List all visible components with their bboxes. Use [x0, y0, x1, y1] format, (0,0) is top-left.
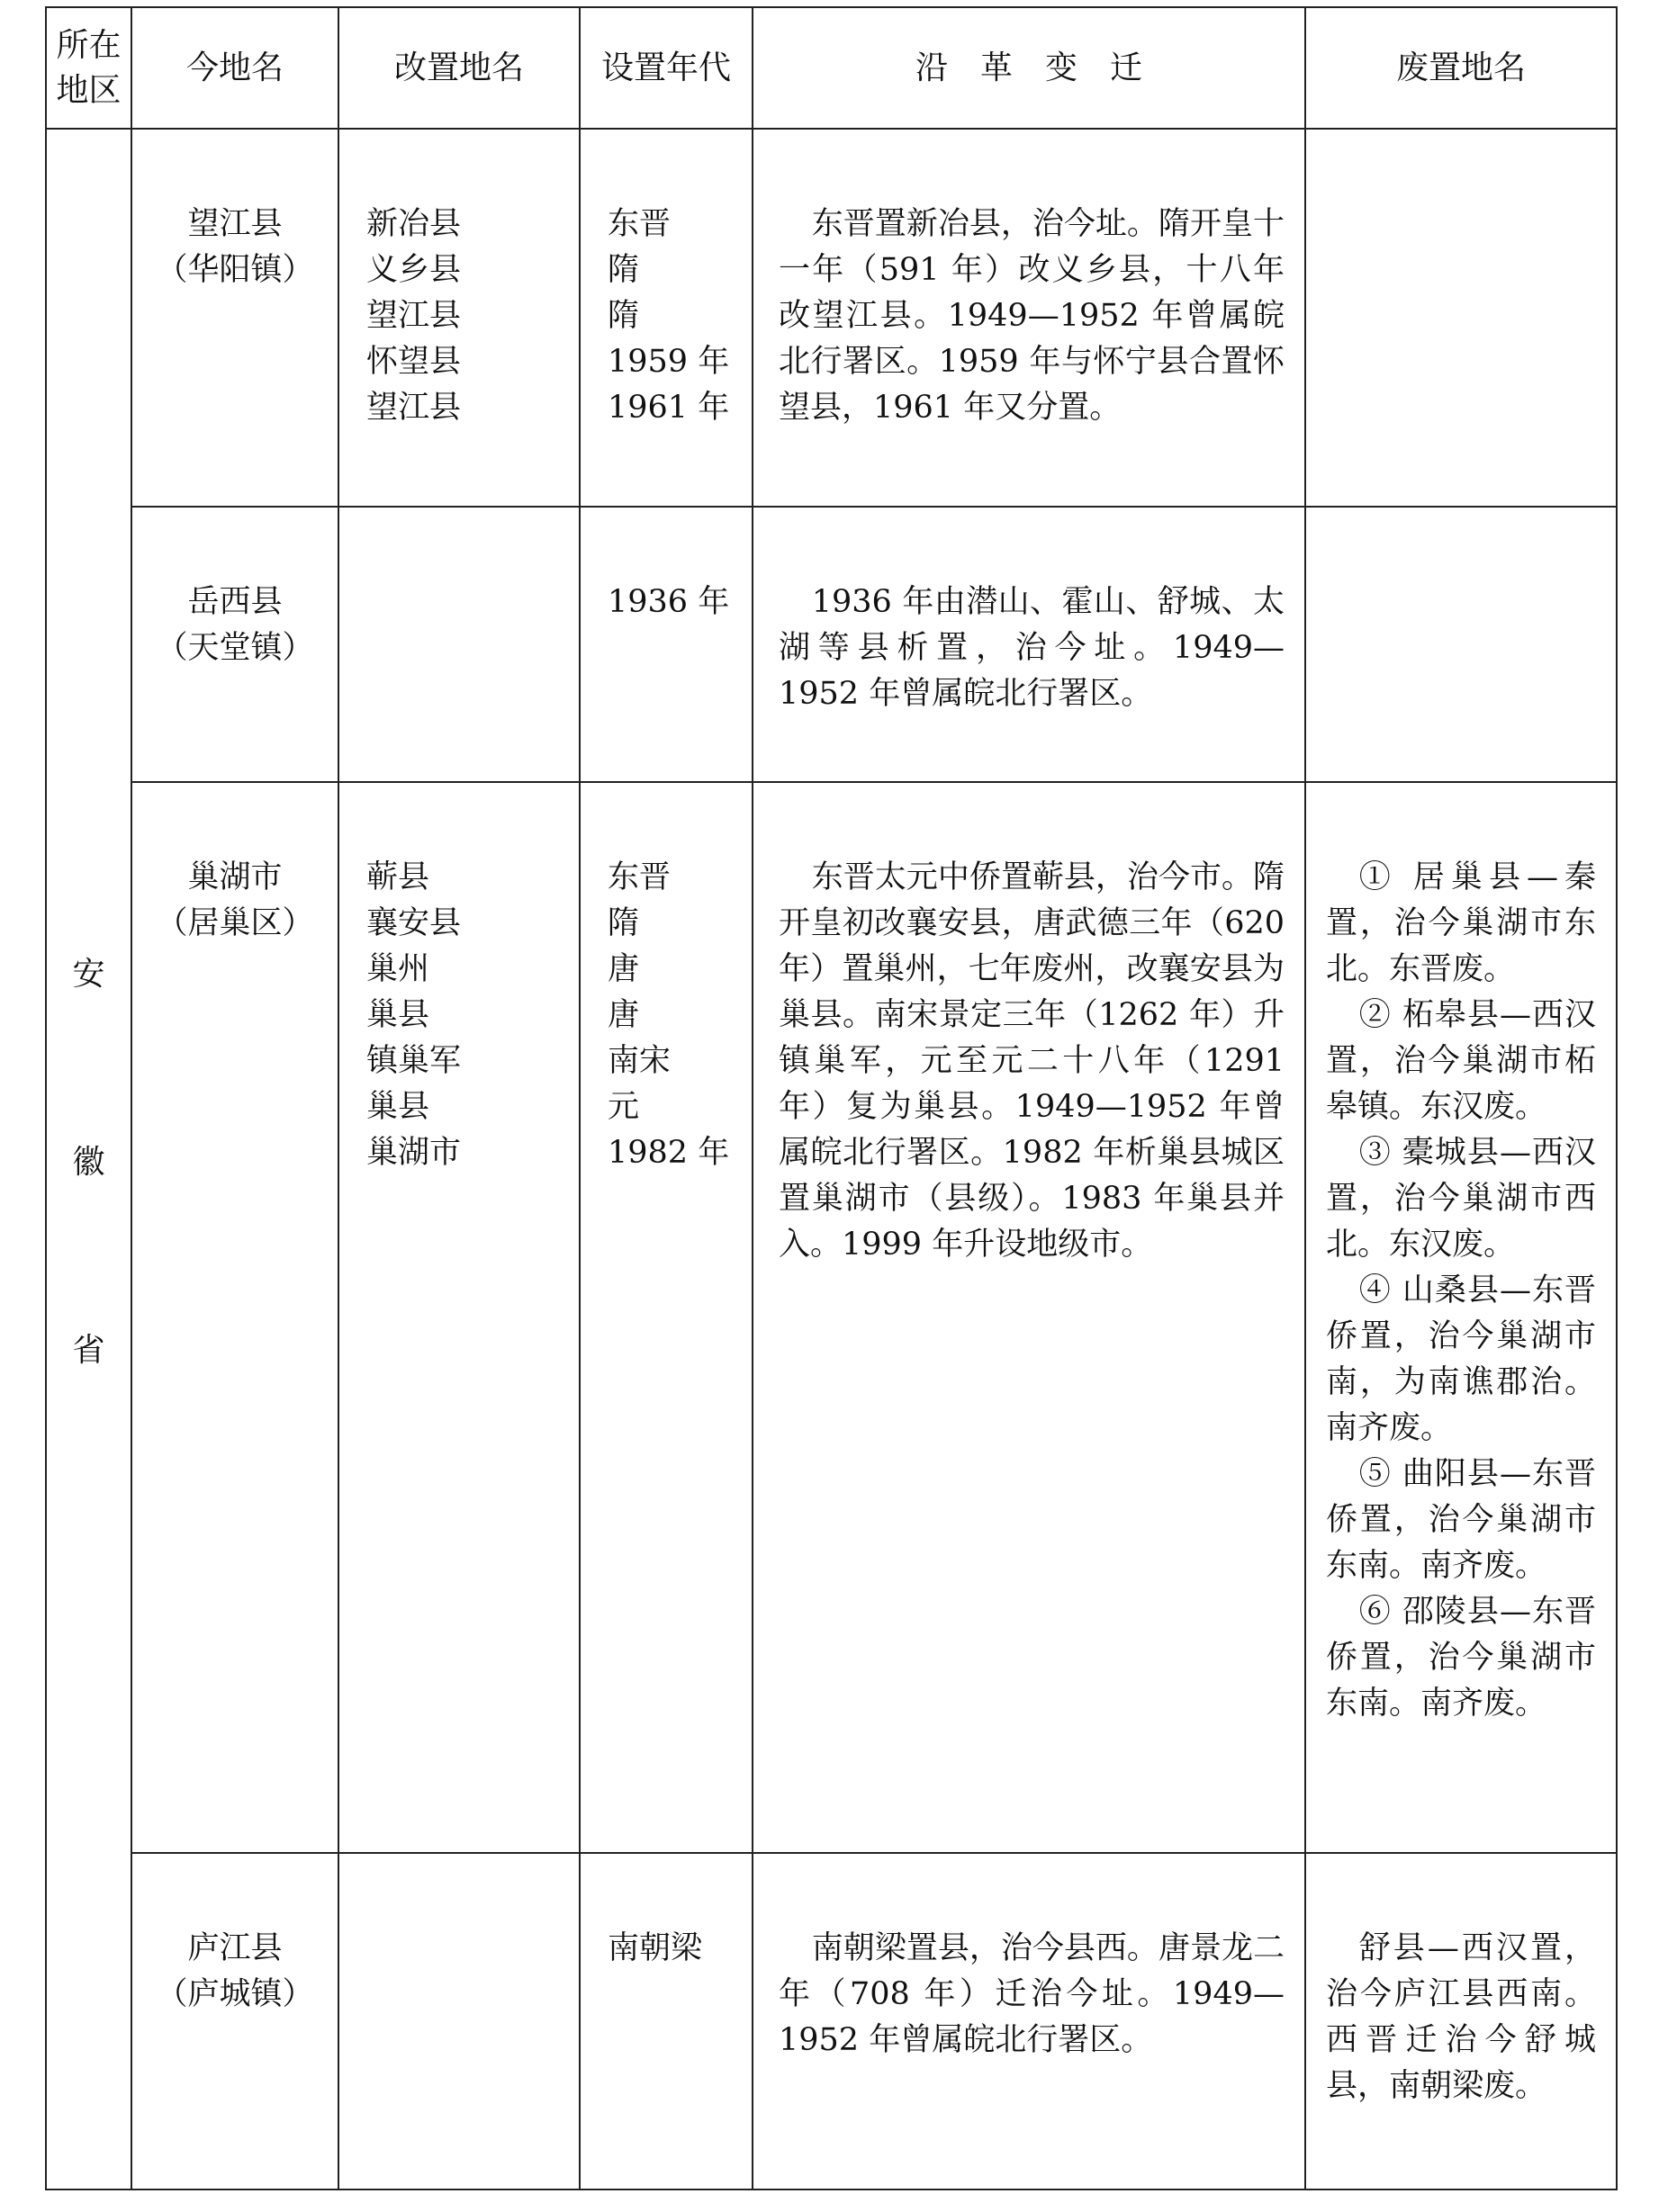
abolished-item: ⑥ 邵陵县—东晋侨置，治今巢湖市东南。南齐废。: [1326, 1594, 1596, 1722]
current-name-cell: [131, 507, 338, 782]
table-row: [46, 507, 1617, 782]
history-cell: [753, 782, 1305, 1853]
renamed-item: 镇巢军: [366, 1043, 462, 1079]
renamed-item: 巢县: [366, 997, 430, 1033]
header-current-name: 今地名: [131, 7, 338, 129]
region-cell: [46, 129, 131, 2190]
header-history: 沿 革 变 迁: [753, 7, 1305, 129]
current-name: 巢湖市: [187, 859, 283, 895]
history-text: 东晋置新冶县，治今址。隋开皇十一年（591 年）改义乡县，十八年改望江县。1949—1952 年曾属皖北行署区。1959 年与怀宁县合置怀望县，1961 年又分置。: [779, 206, 1285, 426]
renamed-cell: [338, 507, 580, 782]
era-item: 1982 年: [608, 1135, 730, 1171]
header-region: [46, 7, 131, 129]
renamed-item: 新冶县: [366, 206, 462, 242]
current-seat: （居巢区）: [156, 905, 314, 941]
header-region-line: 地区: [56, 71, 122, 109]
era-item: 隋: [608, 298, 640, 334]
renamed-item: 怀望县: [366, 344, 462, 380]
current-name-cell: [131, 129, 338, 507]
era-item: 唐: [608, 951, 640, 987]
era-item: 元: [608, 1089, 640, 1125]
abolished-item: ⑤ 曲阳县—东晋侨置，治今巢湖市东南。南齐废。: [1326, 1456, 1596, 1584]
era-item: 南朝梁: [608, 1930, 703, 1966]
current-name: 望江县: [187, 206, 283, 242]
renamed-item: 巢县: [366, 1089, 430, 1125]
renamed-item: 望江县: [366, 390, 462, 426]
era-item: 1961 年: [608, 390, 730, 426]
era-item: 南宋: [608, 1043, 672, 1079]
abolished-item: ② 柘皋县—西汉置，治今巢湖市柘皋镇。东汉废。: [1326, 997, 1596, 1125]
era-item: 东晋: [608, 859, 672, 895]
table-row: [46, 782, 1617, 1853]
era-cell: [580, 129, 753, 507]
renamed-item: 蕲县: [366, 859, 430, 895]
era-item: 1936 年: [608, 584, 730, 620]
history-cell: [753, 129, 1305, 507]
renamed-cell: [338, 1853, 580, 2190]
era-item: 唐: [608, 997, 640, 1033]
region-char: 徽: [72, 1143, 105, 1181]
abolished-item: ④ 山桑县—东晋侨置，治今巢湖市南，为南谯郡治。南齐废。: [1326, 1272, 1596, 1446]
header-era: 设置年代: [580, 7, 753, 129]
region-char: 省: [72, 1331, 105, 1369]
history-cell: [753, 507, 1305, 782]
abolished-item: ③ 橐城县—西汉置，治今巢湖市西北。东汉废。: [1326, 1135, 1596, 1263]
renamed-cell: [338, 782, 580, 1853]
history-cell: [753, 1853, 1305, 2190]
history-text: 南朝梁置县，治今县西。唐景龙二年（708 年）迁治今址。1949—1952 年曾属皖北行署区。: [779, 1930, 1285, 2058]
region-char: 安: [72, 955, 105, 993]
renamed-item: 巢湖市: [366, 1135, 462, 1171]
history-text: 1936 年由潜山、霍山、舒城、太湖等县析置，治今址。1949—1952 年曾属皖北行署区。: [779, 584, 1285, 712]
renamed-cell: [338, 129, 580, 507]
current-name-cell: [131, 1853, 338, 2190]
current-name: 岳西县: [187, 584, 283, 620]
renamed-item: 巢州: [366, 951, 430, 987]
era-cell: [580, 507, 753, 782]
header-abolished: 废置地名: [1305, 7, 1617, 129]
table-row: [46, 129, 1617, 507]
era-item: 隋: [608, 905, 640, 941]
table-row: [46, 1853, 1617, 2190]
era-item: 隋: [608, 252, 640, 288]
current-seat: （华阳镇）: [156, 252, 314, 288]
abolished-cell: [1305, 129, 1617, 507]
renamed-item: 襄安县: [366, 905, 462, 941]
header-region-line: 所在: [56, 26, 122, 64]
header-row: [46, 7, 1617, 129]
current-name: 庐江县: [187, 1930, 283, 1966]
era-item: 东晋: [608, 206, 672, 242]
era-item: 1959 年: [608, 344, 730, 380]
history-text: 东晋太元中侨置蕲县，治今市。隋开皇初改襄安县，唐武德三年（620 年）置巢州，七年废州，改襄安县为巢县。南宋景定三年（1262 年）升镇巢军，元至元二十八年（1291 年）复为巢县。1949—1952 年曾属皖北行署区。1982 年析巢县城区置巢湖市（县级）。1983 年巢县并入。1999 年升设地级市。: [779, 859, 1285, 1263]
current-name-cell: [131, 782, 338, 1853]
abolished-cell: [1305, 507, 1617, 782]
renamed-item: 望江县: [366, 298, 462, 334]
abolished-item: ① 居巢县—秦置，治今巢湖市东北。东晋废。: [1326, 859, 1596, 987]
abolished-item: 舒县—西汉置，治今庐江县西南。西晋迁治今舒城县，南朝梁废。: [1326, 1930, 1596, 2104]
abolished-cell: [1305, 782, 1617, 1853]
header-renamed: 改置地名: [338, 7, 580, 129]
place-name-table: [45, 6, 1618, 2190]
era-cell: [580, 782, 753, 1853]
abolished-cell: [1305, 1853, 1617, 2190]
era-cell: [580, 1853, 753, 2190]
renamed-item: 义乡县: [366, 252, 462, 288]
current-seat: （庐城镇）: [156, 1976, 314, 2012]
current-seat: （天堂镇）: [156, 630, 314, 666]
